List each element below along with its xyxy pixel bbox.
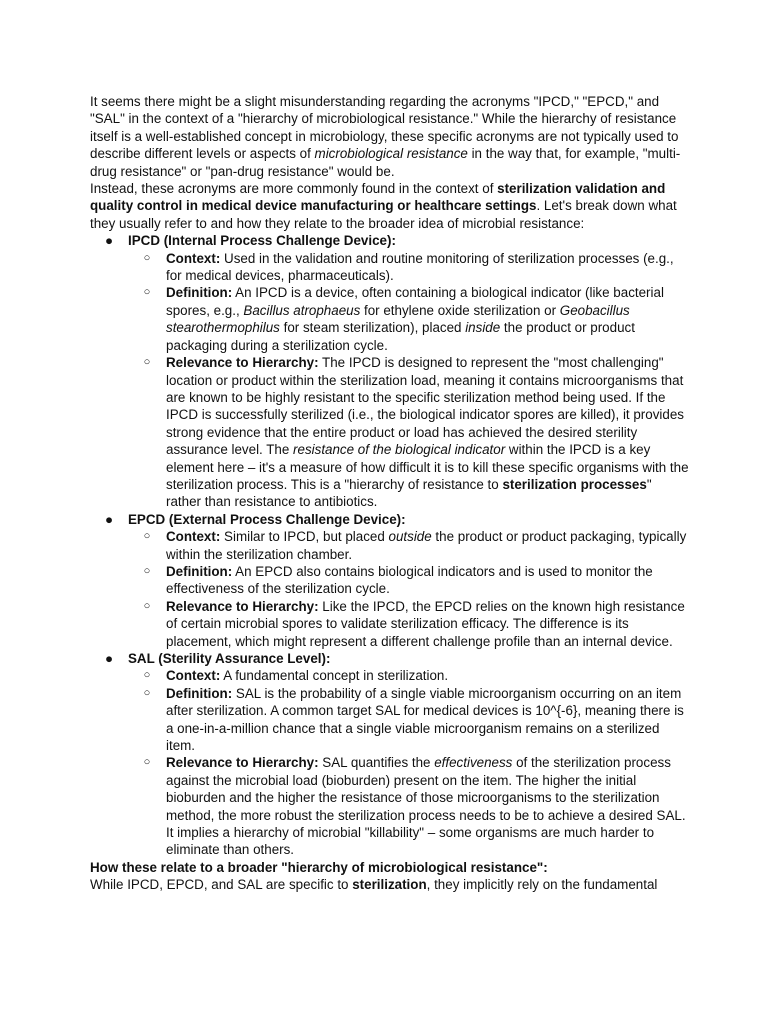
list-item-epcd: [90, 511, 690, 650]
document-body: [90, 93, 690, 894]
relevance-text: Like the IPCD, the EPCD relies on the known high resistance of certain microbial spores to validate sterilization efficacy. The difference is its placement, which might represent a different challenge profile than an internal device.: [166, 598, 685, 649]
context-label: Context:: [166, 529, 221, 545]
epcd-sublist: [128, 528, 690, 650]
emphasis-word: outside: [388, 529, 432, 545]
ipcd-heading: IPCD (Internal Process Challenge Device):: [128, 233, 396, 249]
list-item-ipcd: [90, 232, 690, 511]
emphasis-word: inside: [465, 320, 501, 336]
sub-bullet-icon: ○: [143, 669, 151, 682]
intro-text-end: in the way that, for example, "multi-drug resistance" or "pan-drug resistance" would be.: [90, 146, 681, 179]
relevance-text: The IPCD is designed to represent the "most challenging" location or product within the sterilization load, meaning it contains microorganisms that are known to be highly resistant to the specific sterilization method being used. If the IPCD is successfully sterilized (i.e., the biological indicator spores are killed), it provides strong evidence that the entire product or load has achieved the desired sterility assurance level. The: [166, 355, 684, 458]
species-name: Bacillus atrophaeus: [243, 302, 361, 318]
context-text: Used in the validation and routine monitoring of sterilization processes (e.g., for medical devices, pharmaceuticals).: [166, 250, 674, 284]
ipcd-definition: [128, 284, 690, 354]
context-text: the product or product packaging, typically within the sterilization chamber.: [166, 529, 687, 562]
relevance-label: Relevance to Hierarchy:: [166, 755, 319, 771]
definition-text: An IPCD is a device, often containing a biological indicator (like bacterial spores, e.g.,: [166, 285, 664, 318]
context-text: Instead, these acronyms are more commonly found in the context of: [90, 181, 498, 197]
section-text: While IPCD, EPCD, and SAL are specific to: [90, 877, 353, 893]
bullet-icon: ●: [104, 233, 114, 249]
definition-label: Definition:: [166, 563, 233, 579]
ipcd-relevance: [128, 354, 690, 511]
context-text: Similar to IPCD, but placed: [220, 529, 389, 545]
sal-heading: SAL (Sterility Assurance Level):: [128, 651, 331, 666]
sal-relevance: [128, 754, 690, 858]
definition-label: Definition:: [166, 685, 233, 701]
sub-bullet-icon: ○: [143, 251, 151, 264]
sub-bullet-icon: ○: [143, 599, 151, 612]
relevance-text: " rather than resistance to antibiotics.: [166, 476, 652, 510]
definition-text: SAL is the probability of a single viable microorganism occurring on an item after sterilization. A common target SAL for medical devices is 10^{-6}, meaning there is a one-in-a-million chance that a single viable microorganism remains on a sterilized item.: [166, 685, 684, 754]
ipcd-sublist: [128, 250, 690, 511]
bullet-icon: ●: [104, 511, 114, 527]
sub-bullet-icon: ○: [143, 530, 151, 543]
context-paragraph: [90, 180, 690, 232]
context-label: Context:: [166, 250, 221, 266]
sub-bullet-icon: ○: [143, 686, 151, 699]
bold-word: sterilization: [352, 877, 427, 893]
sub-bullet-icon: ○: [143, 356, 151, 369]
epcd-heading: EPCD (External Process Challenge Device):: [128, 511, 406, 527]
section-heading: [90, 859, 690, 876]
sub-bullet-icon: ○: [143, 564, 151, 577]
relevance-label: Relevance to Hierarchy:: [166, 598, 319, 614]
emphasis-word: effectiveness: [434, 755, 513, 771]
definition-text: for ethylene oxide sterilization or: [360, 302, 560, 318]
definition-label: Definition:: [166, 285, 233, 301]
relevance-label: Relevance to Hierarchy:: [166, 355, 319, 371]
intro-italic-term: microbiological resistance: [314, 146, 468, 162]
intro-text: It seems there might be a slight misunderstanding regarding the acronyms "IPCD," "EPCD," and "SAL" in the context of a "hierarchy of microbiological resistance." While the hierarchy of resistance itself is a well-established concept in microbiology, these specific acronyms are not typically used to describe different levels or aspects of: [90, 94, 679, 162]
sal-definition: [128, 685, 690, 755]
definition-text: the product or product packaging during a sterilization cycle.: [166, 320, 635, 353]
relevance-text: within the IPCD is a key element here – it's a measure of how difficult it is to kill these specific organisms with the sterilization process. This is a "hierarchy of resistance to: [166, 442, 689, 492]
sal-context: [128, 667, 690, 684]
sal-sublist: [128, 667, 690, 858]
definition-text: for steam sterilization), placed: [279, 320, 466, 336]
section-text-end: , they implicitly rely on the fundamental: [426, 877, 658, 893]
section-heading-text: How these relate to a broader "hierarchy of microbiological resistance":: [90, 859, 548, 875]
epcd-relevance: [128, 598, 690, 650]
relevance-text: SAL quantifies the: [318, 755, 435, 771]
emphasis-phrase: resistance of the biological indicator: [293, 442, 506, 458]
definition-text: An EPCD also contains biological indicators and is used to monitor the effectiveness of the sterilization cycle.: [166, 563, 653, 597]
section-paragraph: [90, 876, 690, 893]
bullet-icon: ●: [104, 651, 114, 666]
acronym-list: [90, 232, 690, 859]
context-text: A fundamental concept in sterilization.: [220, 668, 449, 684]
intro-paragraph: [90, 93, 690, 180]
list-item-sal: [90, 650, 690, 859]
epcd-definition: [128, 563, 690, 598]
ipcd-context: [128, 250, 690, 285]
sub-bullet-icon: ○: [143, 756, 151, 769]
context-text-end: . Let's break down what they usually refer to and how they relate to the broader idea of microbial resistance:: [90, 198, 677, 231]
context-bold-term: sterilization validation and quality control in medical device manufacturing or healthcare settings: [90, 181, 666, 214]
epcd-context: [128, 528, 690, 563]
context-label: Context:: [166, 668, 221, 684]
species-name: Geobacillus stearothermophilus: [166, 302, 630, 336]
bold-phrase: sterilization processes: [502, 476, 647, 492]
sub-bullet-icon: ○: [143, 286, 151, 299]
relevance-text: of the sterilization process against the microbial load (bioburden) present on the item. The higher the initial bioburden and the higher the resistance of those microorganisms to the sterilization method, the more robust the sterilization process needs to be to achieve a desired SAL. It implies a hierarchy of microbial "killability" – some organisms are much harder to eliminate than others.: [166, 755, 686, 858]
